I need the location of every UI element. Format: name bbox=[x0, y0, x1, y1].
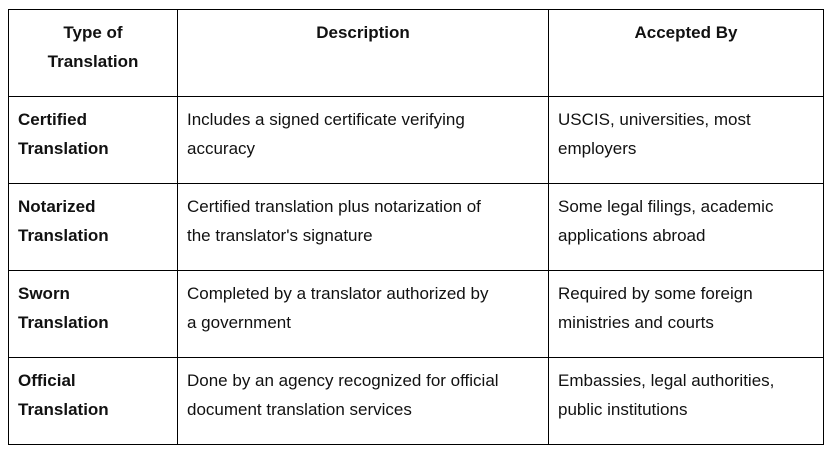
table-row bbox=[9, 358, 824, 445]
accepted-by-line: employers bbox=[558, 139, 637, 158]
accepted-by-line: Some legal filings, academic bbox=[558, 197, 774, 216]
description-cell bbox=[178, 358, 549, 445]
description-line: accuracy bbox=[187, 139, 256, 158]
table-row bbox=[9, 271, 824, 358]
accepted-by-line: applications abroad bbox=[558, 226, 706, 245]
type-cell bbox=[9, 358, 178, 445]
header-type-line-1: Type of bbox=[63, 23, 123, 42]
type-cell bbox=[9, 184, 178, 271]
accepted-by-line: Required by some foreign bbox=[558, 284, 753, 303]
accepted-by-line: USCIS, universities, most bbox=[558, 110, 751, 129]
type-line: Official bbox=[18, 371, 76, 390]
header-accepted-by-label: Accepted By bbox=[634, 23, 738, 42]
table-row bbox=[9, 97, 824, 184]
accepted-by-cell bbox=[549, 271, 824, 358]
description-line: the translator's signature bbox=[187, 226, 373, 245]
description-line: Includes a signed certificate verifying bbox=[187, 110, 465, 129]
description-line: Certified translation plus notarization of bbox=[187, 197, 481, 216]
header-row bbox=[9, 10, 824, 97]
table-row bbox=[9, 184, 824, 271]
accepted-by-line: ministries and courts bbox=[558, 313, 714, 332]
header-description-label: Description bbox=[316, 23, 410, 42]
type-line: Sworn bbox=[18, 284, 70, 303]
header-description bbox=[178, 10, 549, 97]
accepted-by-cell bbox=[549, 358, 824, 445]
type-line: Certified bbox=[18, 110, 87, 129]
accepted-by-cell bbox=[549, 97, 824, 184]
accepted-by-line: Embassies, legal authorities, bbox=[558, 371, 775, 390]
header-accepted-by bbox=[549, 10, 824, 97]
header-type-line-2: Translation bbox=[47, 52, 139, 71]
type-line: Translation bbox=[18, 139, 109, 158]
type-cell bbox=[9, 271, 178, 358]
description-cell bbox=[178, 184, 549, 271]
type-line: Translation bbox=[18, 313, 109, 332]
header-type bbox=[9, 10, 178, 97]
accepted-by-line: public institutions bbox=[558, 400, 688, 419]
type-line: Notarized bbox=[18, 197, 96, 216]
description-line: a government bbox=[187, 313, 291, 332]
accepted-by-cell bbox=[549, 184, 824, 271]
description-line: Completed by a translator authorized by bbox=[187, 284, 489, 303]
type-line: Translation bbox=[18, 226, 109, 245]
type-cell bbox=[9, 97, 178, 184]
description-cell bbox=[178, 271, 549, 358]
description-line: Done by an agency recognized for official bbox=[187, 371, 499, 390]
type-line: Translation bbox=[18, 400, 109, 419]
translation-types-table bbox=[8, 9, 824, 445]
description-cell bbox=[178, 97, 549, 184]
description-line: document translation services bbox=[187, 400, 412, 419]
